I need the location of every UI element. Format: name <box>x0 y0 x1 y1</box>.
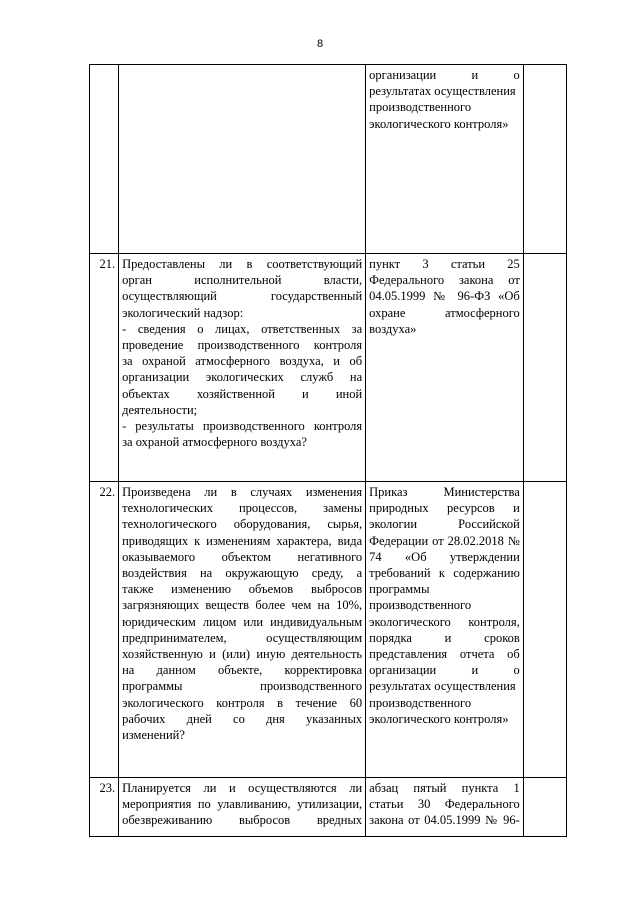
question-cell <box>119 778 366 837</box>
question-line: приводящих к изменениям характера, вида <box>122 533 363 548</box>
answer-cell <box>523 65 566 254</box>
question-line: технологического оборудования, сырья, <box>122 517 363 532</box>
question-line: Планируется ли и осуществляются ли <box>122 781 363 795</box>
legal-basis-cell <box>366 254 524 482</box>
legal-basis-line: закона от 04.05.1999 № 96- <box>369 813 520 828</box>
row-number: 23. <box>90 778 119 837</box>
legal-basis-line: производственного <box>369 695 472 710</box>
question-line: на данном объекте, корректировка <box>122 663 363 678</box>
question-line: обезвреживанию выбросов вредных <box>122 813 363 828</box>
legal-basis-cell <box>366 482 524 778</box>
question-line: организации экологических служб на <box>122 370 363 385</box>
row-number: 22. <box>90 482 119 778</box>
question-cell <box>119 482 366 778</box>
question-line: осуществляющий государственный <box>122 289 363 304</box>
question-line: - результаты производственного контроля <box>122 419 363 434</box>
legal-basis-line: производственного <box>369 100 472 115</box>
legal-basis-line: представления отчета об <box>369 647 520 662</box>
legal-basis-line: Федерации от 28.02.2018 № <box>369 533 520 548</box>
row-number: 21. <box>90 254 119 482</box>
legal-basis-line: воздуха» <box>369 321 417 336</box>
legal-basis-line: Приказ Министерства <box>369 485 520 499</box>
legal-basis-cell <box>366 65 524 254</box>
page-number: 8 <box>316 38 324 50</box>
question-line: экологический надзор: <box>122 305 244 320</box>
legal-basis-line: охране атмосферного <box>369 305 520 320</box>
question-line: за охраной атмосферного воздуха? <box>122 435 307 450</box>
question-line: рабочих дней со дня указанных <box>122 711 363 726</box>
question-line: Произведена ли в случаях изменения <box>122 485 363 499</box>
question-line: технологических процессов, замены <box>122 501 363 516</box>
question-line: мероприятия по улавливанию, утилизации, <box>122 797 363 812</box>
question-line: программы производственного <box>122 679 363 694</box>
legal-basis-line: 04.05.1999 № 96-ФЗ «Об <box>369 289 520 304</box>
question-cell <box>119 254 366 482</box>
legal-basis-line: требований к содержанию <box>369 566 520 581</box>
legal-basis-line: природных ресурсов и <box>369 501 520 516</box>
legal-basis-line: экологии Российской <box>369 517 520 532</box>
question-line: орган исполнительной власти, <box>122 273 363 288</box>
row-number <box>90 65 119 254</box>
legal-basis-line: экологического контроля» <box>369 711 509 726</box>
legal-basis-line: пункт 3 статьи 25 <box>369 257 520 271</box>
question-line: воздействия на окружающую среду, а <box>122 566 363 581</box>
legal-basis-cell <box>366 778 524 837</box>
legal-basis-line: экологического контроля, <box>369 614 520 629</box>
answer-cell <box>523 254 566 482</box>
legal-basis-line: организации и о <box>369 68 520 82</box>
question-line: изменений? <box>122 728 185 743</box>
legal-basis-line: статьи 30 Федерального <box>369 797 520 812</box>
answer-cell <box>523 778 566 837</box>
legal-basis-line: результатах осуществления <box>369 679 516 694</box>
question-line: Предоставлены ли в соответствующий <box>122 257 363 271</box>
legal-basis-line: организации и о <box>369 663 520 678</box>
table-row <box>90 482 567 778</box>
legal-basis-line: производственного <box>369 598 472 613</box>
question-line: экологического контроля в течение 60 <box>122 695 363 710</box>
question-line: загрязняющих веществ более чем на 10%, <box>122 598 363 613</box>
question-line: хозяйственную и (или) иную деятельность <box>122 647 363 662</box>
legal-basis-line: экологического контроля» <box>369 116 509 131</box>
question-line: проведение производственного контроля <box>122 338 363 353</box>
question-line: - сведения о лицах, ответственных за <box>122 321 363 336</box>
legal-basis-line: 74 «Об утверждении <box>369 549 520 564</box>
legal-basis-line: результатах осуществления <box>369 84 516 99</box>
question-line: также изменению объемов выбросов <box>122 582 363 597</box>
legal-basis-line: порядка и сроков <box>369 630 520 645</box>
question-line: юридическим лицом или индивидуальным <box>122 614 363 629</box>
question-line: оказываемого объектом негативного <box>122 549 363 564</box>
legal-basis-line: абзац пятый пункта 1 <box>369 781 520 795</box>
question-line: объектах хозяйственной и иной <box>122 386 363 401</box>
question-line: предпринимателем, осуществляющим <box>122 630 363 645</box>
question-line: деятельности; <box>122 402 198 417</box>
checklist-table <box>89 64 567 837</box>
question-cell <box>119 65 366 254</box>
legal-basis-line: программы <box>369 582 430 597</box>
table-row <box>90 778 567 837</box>
table-row <box>90 254 567 482</box>
table-row <box>90 65 567 254</box>
question-line: за охраной атмосферного воздуха, и об <box>122 354 363 369</box>
answer-cell <box>523 482 566 778</box>
legal-basis-line: Федерального закона от <box>369 273 520 288</box>
